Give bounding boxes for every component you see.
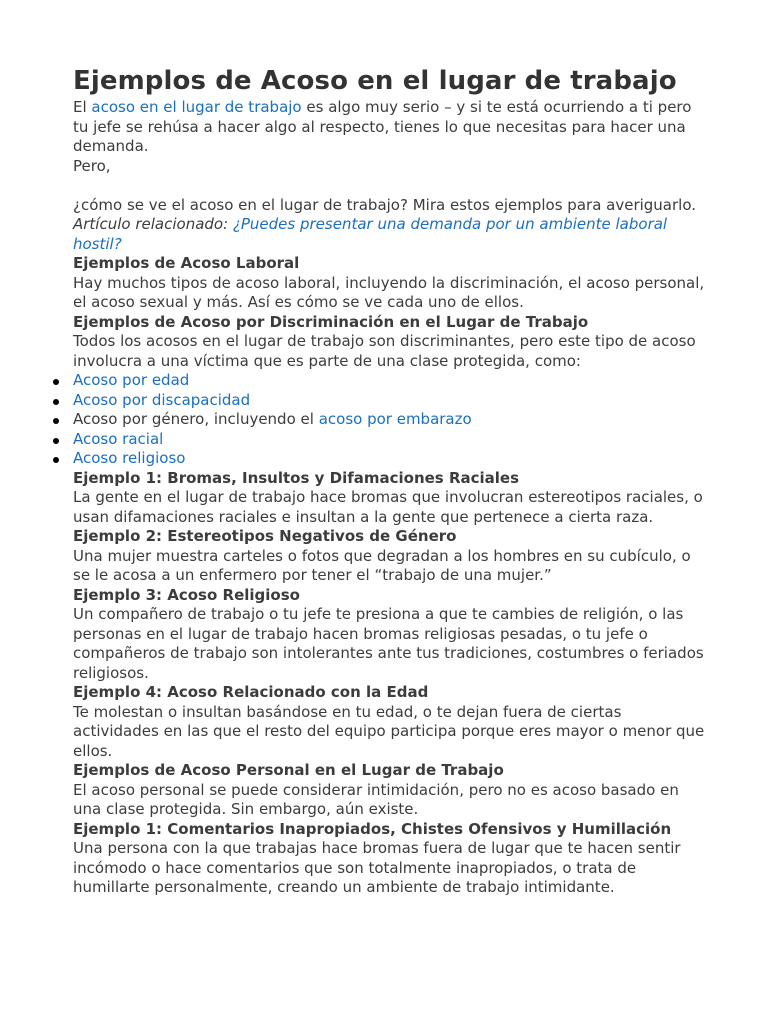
section-heading-acoso-laboral: Ejemplos de Acoso Laboral — [73, 254, 300, 272]
example-heading: Ejemplo 3: Acoso Religioso — [73, 585, 300, 604]
related-article — [73, 215, 708, 254]
example-text: La gente en el lugar de trabajo hace bromas que involucran estereotipos raciales, o usan difamaciones raciales e insultan a la gente que pertenece a cierta raza. — [73, 488, 703, 526]
example-heading: Ejemplo 1: Comentarios Inapropiados, Chistes Ofensivos y Humillación — [73, 819, 672, 838]
list-item — [73, 391, 708, 411]
section-text-discriminacion: Todos los acosos en el lugar de trabajo son discriminantes, pero este tipo de acoso involucra a una víctima que es parte de una clase protegida, como: — [73, 332, 696, 370]
pregnancy-harassment-link[interactable]: acoso por embarazo — [318, 410, 472, 428]
gender-harassment-text: Acoso por género, incluyendo el — [73, 410, 319, 428]
age-harassment-link[interactable]: Acoso por edad — [73, 371, 190, 389]
example-text: Una mujer muestra carteles o fotos que degradan a los hombres en su cubículo, o se le acosa a un enfermero por tener el “trabajo de una mujer.” — [73, 546, 691, 584]
disability-harassment-link[interactable]: Acoso por discapacidad — [73, 390, 251, 409]
section-heading-acoso-personal: Ejemplos de Acoso Personal en el Lugar de Trabajo — [73, 761, 504, 779]
related-label: Artículo relacionado: — [73, 215, 233, 233]
protected-class-list — [73, 371, 708, 469]
page-title: Ejemplos de Acoso en el lugar de trabajo — [73, 66, 677, 96]
example-heading: Ejemplo 2: Estereotipos Negativos de Género — [73, 527, 457, 545]
example-heading: Ejemplo 1: Bromas, Insultos y Difamaciones Raciales — [73, 468, 520, 487]
list-item — [73, 449, 708, 469]
intro-question: ¿cómo se ve el acoso en el lugar de trabajo? Mira estos ejemplos para averiguarlo. — [73, 195, 697, 214]
list-item — [73, 410, 708, 430]
racial-harassment-link[interactable]: Acoso racial — [73, 429, 164, 448]
list-item — [73, 371, 708, 391]
example-text: Te molestan o insultan basándose en tu edad, o te dejan fuera de ciertas actividades en las que el resto del equipo participa porque eres mayor o menor que ellos. — [73, 702, 705, 760]
intro-paragraph — [73, 98, 708, 157]
intro-pero: Pero, — [73, 156, 111, 175]
example-text: Una persona con la que trabajas hace bromas fuera de lugar que te hacen sentir incómodo o hace comentarios que son totalmente inapropiados, o trata de humillarte personalmente, creando un ambiente de trabajo intimidante. — [73, 839, 681, 896]
example-text: Un compañero de trabajo o tu jefe te presiona a que te cambies de religión, o las personas en el lugar de trabajo hacen bromas religiosas pesadas, o tu jefe o compañeros de trabajo son intolerantes ante tus tradiciones, costumbres o feriados religiosos. — [73, 605, 704, 682]
spacer — [73, 176, 708, 196]
intro-suffix: es algo muy serio – y si te está ocurriendo a ti pero tu jefe se rehúsa a hacer algo al respecto, tienes lo que necesitas para hacer una demanda. — [73, 98, 692, 155]
intro-prefix: El — [73, 98, 92, 116]
section-text-acoso-personal: El acoso personal se puede considerar intimidación, pero no es acoso basado en una clase protegida. Sin embargo, aún existe. — [73, 780, 679, 818]
section-text-acoso-laboral: Hay muchos tipos de acoso laboral, incluyendo la discriminación, el acoso personal, el acoso sexual y más. Así es cómo se ve cada uno de ellos. — [73, 273, 705, 311]
workplace-harassment-link[interactable]: acoso en el lugar de trabajo — [91, 98, 302, 116]
example-heading: Ejemplo 4: Acoso Relacionado con la Edad — [73, 683, 429, 701]
related-article-link[interactable]: ¿Puedes presentar una demanda por un ambiente laboral hostil? — [73, 215, 668, 253]
section-heading-discriminacion: Ejemplos de Acoso por Discriminación en el Lugar de Trabajo — [73, 312, 589, 331]
list-item — [73, 430, 708, 450]
religious-harassment-link[interactable]: Acoso religioso — [73, 449, 186, 467]
